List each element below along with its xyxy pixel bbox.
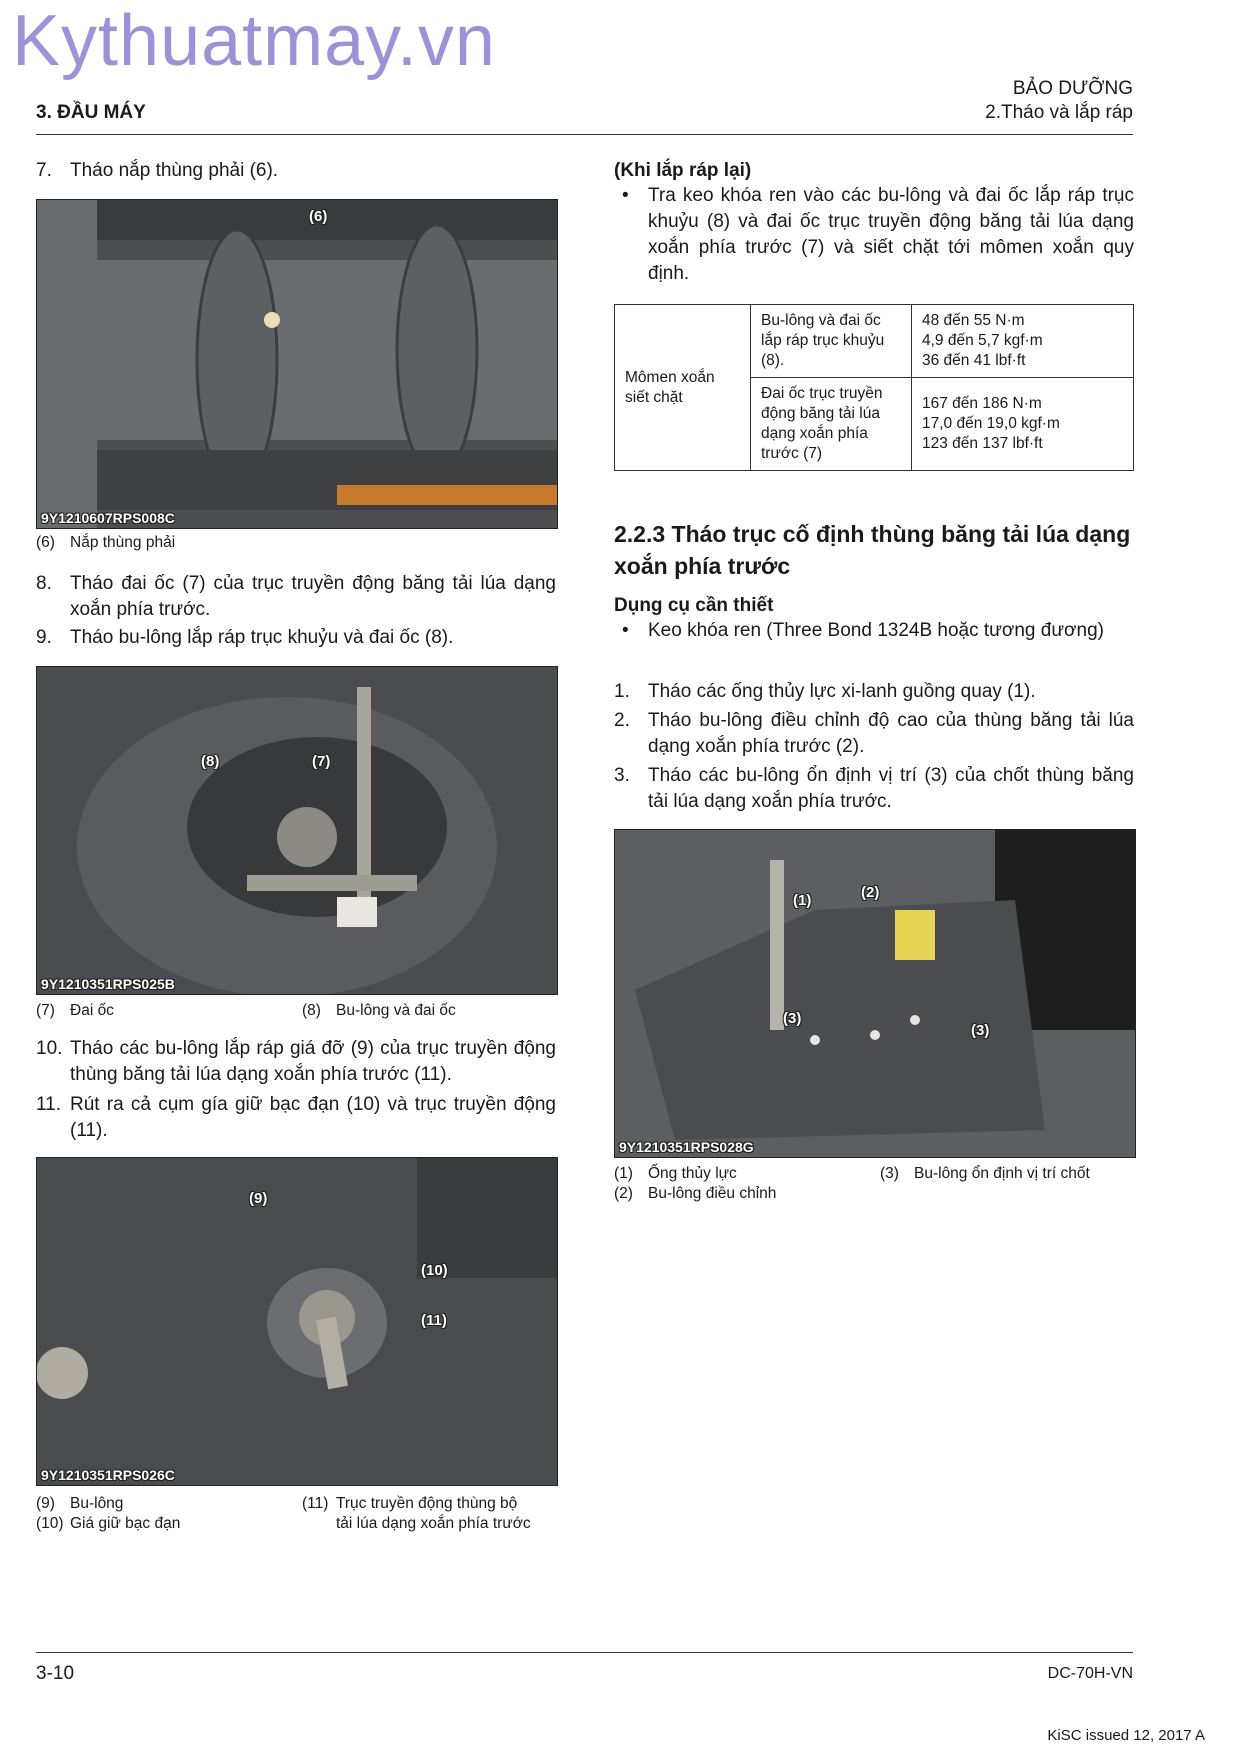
reassembly-title: (Khi lắp ráp lại)	[614, 160, 752, 181]
bullet-icon: •	[622, 185, 629, 206]
section-title: 2.2.3 Tháo trục cố định thùng băng tải lúa dạng xoắn phía trước	[614, 521, 1131, 579]
step-9	[36, 625, 556, 651]
step-number: 9.	[36, 627, 52, 648]
caption-9	[36, 1494, 123, 1514]
bullet-text: Keo khóa ren (Three Bond 1324B hoặc tương đương)	[648, 620, 1104, 641]
step-number: 8.	[36, 573, 52, 594]
housing-illustration	[615, 830, 1135, 1157]
caption-number: (3)	[880, 1165, 899, 1182]
photo-code: 9Y1210351RPS028G	[619, 1139, 754, 1155]
step-text: Tháo đai ốc (7) của trục truyền động băng tải lúa dạng xoắn phía trước.	[70, 573, 556, 620]
footer-rule	[36, 1652, 1133, 1653]
photo-bearing-holder	[36, 1157, 558, 1486]
issue-note: KiSC issued 12, 2017 A	[1047, 1727, 1205, 1744]
step-text: Tháo các bu-lông ổn định vị trí (3) của chốt thùng băng tải lúa dạng xoắn phía trước.	[648, 765, 1134, 812]
step-number: 7.	[36, 160, 52, 181]
step-text: Tháo nắp thùng phải (6).	[70, 160, 279, 181]
torque-table	[614, 304, 1134, 471]
bullet-icon: •	[622, 620, 629, 641]
caption-text: Đai ốc	[70, 1002, 114, 1019]
torque-row1-values	[912, 305, 1134, 378]
photo-code: 9Y1210351RPS026C	[41, 1467, 175, 1483]
caption-number: (1)	[614, 1165, 633, 1182]
callout-6: (6)	[309, 208, 328, 225]
caption-2	[614, 1184, 776, 1204]
step-number: 2.	[614, 710, 630, 731]
callout-9: (9)	[249, 1190, 268, 1207]
step-10	[36, 1036, 556, 1088]
torque-row1-item: Bu-lông và đai ốc lắp ráp trục khuỷu (8).	[751, 305, 912, 378]
caption-text: Bu-lông ổn định vị trí chốt	[914, 1165, 1090, 1182]
page-number: 3-10	[36, 1663, 75, 1684]
step-number: 10.	[36, 1038, 63, 1059]
caption-text: Nắp thùng phải	[70, 534, 176, 551]
callout-1: (1)	[793, 892, 812, 909]
step-text: Tháo các bu-lông lắp ráp giá đỡ (9) của trục truyền động thùng băng tải lúa dạng xoắn phía trước (11).	[70, 1038, 556, 1085]
caption-number: (6)	[36, 534, 55, 551]
step-number: 3.	[614, 765, 630, 786]
photo-nut-bolt	[36, 666, 558, 995]
callout-3a: (3)	[783, 1010, 802, 1027]
torque-value: 4,9 đến 5,7 kgf·m	[922, 332, 1043, 349]
document-code: DC-70H-VN	[1047, 1665, 1133, 1682]
step-number: 11.	[36, 1094, 62, 1115]
section-header: BẢO DƯỠNG	[1012, 78, 1133, 99]
photo-code: 9Y1210351RPS025B	[41, 976, 175, 992]
callout-10: (10)	[421, 1262, 448, 1279]
callout-8: (8)	[201, 753, 220, 770]
caption-text: Bu-lông điều chỉnh	[648, 1185, 777, 1202]
step-8	[36, 571, 556, 623]
bearing-illustration	[37, 1158, 557, 1485]
torque-value: 48 đến 55 N·m	[922, 312, 1025, 329]
torque-value: 17,0 đến 19,0 kgf·m	[922, 415, 1060, 432]
tools-title: Dụng cụ cần thiết	[614, 595, 774, 616]
step-11	[36, 1092, 556, 1144]
photo-pin-bolts	[614, 829, 1136, 1158]
caption-11	[302, 1494, 531, 1534]
caption-number: (9)	[36, 1495, 55, 1512]
torque-value: 123 đến 137 lbf·ft	[922, 435, 1043, 452]
callout-2: (2)	[861, 884, 880, 901]
caption-number: (10)	[36, 1515, 64, 1532]
torque-row2-item: Đai ốc trục truyền động băng tải lúa dạng xoắn phía trước (7)	[751, 378, 912, 471]
photo-right-cover	[36, 199, 558, 529]
step-text: Tháo bu-lông lắp ráp trục khuỷu và đai ốc (8).	[70, 627, 454, 648]
caption-text-cont: tải lúa dạng xoắn phía trước	[336, 1515, 531, 1532]
step-text: Tháo bu-lông điều chỉnh độ cao của thùng băng tải lúa dạng xoắn phía trước (2).	[648, 710, 1134, 757]
chapter-title: 3. ĐẦU MÁY	[36, 102, 146, 123]
torque-row2-values	[912, 378, 1134, 471]
torque-value: 167 đến 186 N·m	[922, 395, 1042, 412]
caption-number: (2)	[614, 1185, 633, 1202]
caption-3	[880, 1164, 1090, 1184]
auger-illustration	[37, 200, 557, 528]
caption-text: Trục truyền động thùng bộ	[336, 1495, 518, 1512]
watermark-text: Kythuatmay.vn	[12, 1, 496, 81]
step-text: Rút ra cả cụm gía giữ bạc đạn (10) và trục truyền động (11).	[70, 1094, 556, 1141]
caption-number: (8)	[302, 1002, 321, 1019]
caption-7	[36, 1001, 114, 1021]
step-number: 1.	[614, 681, 630, 702]
tools-bullet	[614, 618, 1134, 644]
header-rule	[36, 134, 1133, 135]
callout-3b: (3)	[971, 1022, 990, 1039]
caption-number: (11)	[302, 1495, 329, 1512]
callout-11: (11)	[421, 1312, 447, 1329]
caption-1	[614, 1164, 737, 1184]
caption-8	[302, 1001, 456, 1021]
caption-number: (7)	[36, 1002, 55, 1019]
subsection-header: 2.Tháo và lắp ráp	[985, 102, 1133, 123]
step-3	[614, 763, 1134, 815]
caption-text: Giá giữ bạc đạn	[70, 1515, 181, 1532]
caption-text: Bu-lông	[70, 1495, 124, 1512]
step-1	[614, 679, 1134, 705]
step-7	[36, 158, 556, 184]
torque-label: Mômen xoắn siết chặt	[615, 305, 751, 471]
caption-10	[36, 1514, 180, 1534]
caption-text: Ống thủy lực	[648, 1165, 737, 1182]
reassembly-bullet	[614, 183, 1134, 287]
caption-6	[36, 533, 175, 553]
photo-code: 9Y1210607RPS008C	[41, 510, 175, 526]
step-2	[614, 708, 1134, 760]
callout-7: (7)	[312, 753, 331, 770]
step-text: Tháo các ống thủy lực xi-lanh guồng quay (1).	[648, 681, 1036, 702]
torque-value: 36 đến 41 lbf·ft	[922, 352, 1026, 369]
drum-illustration	[37, 667, 557, 994]
caption-text: Bu-lông và đai ốc	[336, 1002, 456, 1019]
bullet-text: Tra keo khóa ren vào các bu-lông và đai ốc lắp ráp trục khuỷu (8) và đai ốc trục truyền động băng tải lúa dạng xoắn phía trước (7) và siết chặt tới mômen xoắn quy định.	[648, 185, 1134, 284]
